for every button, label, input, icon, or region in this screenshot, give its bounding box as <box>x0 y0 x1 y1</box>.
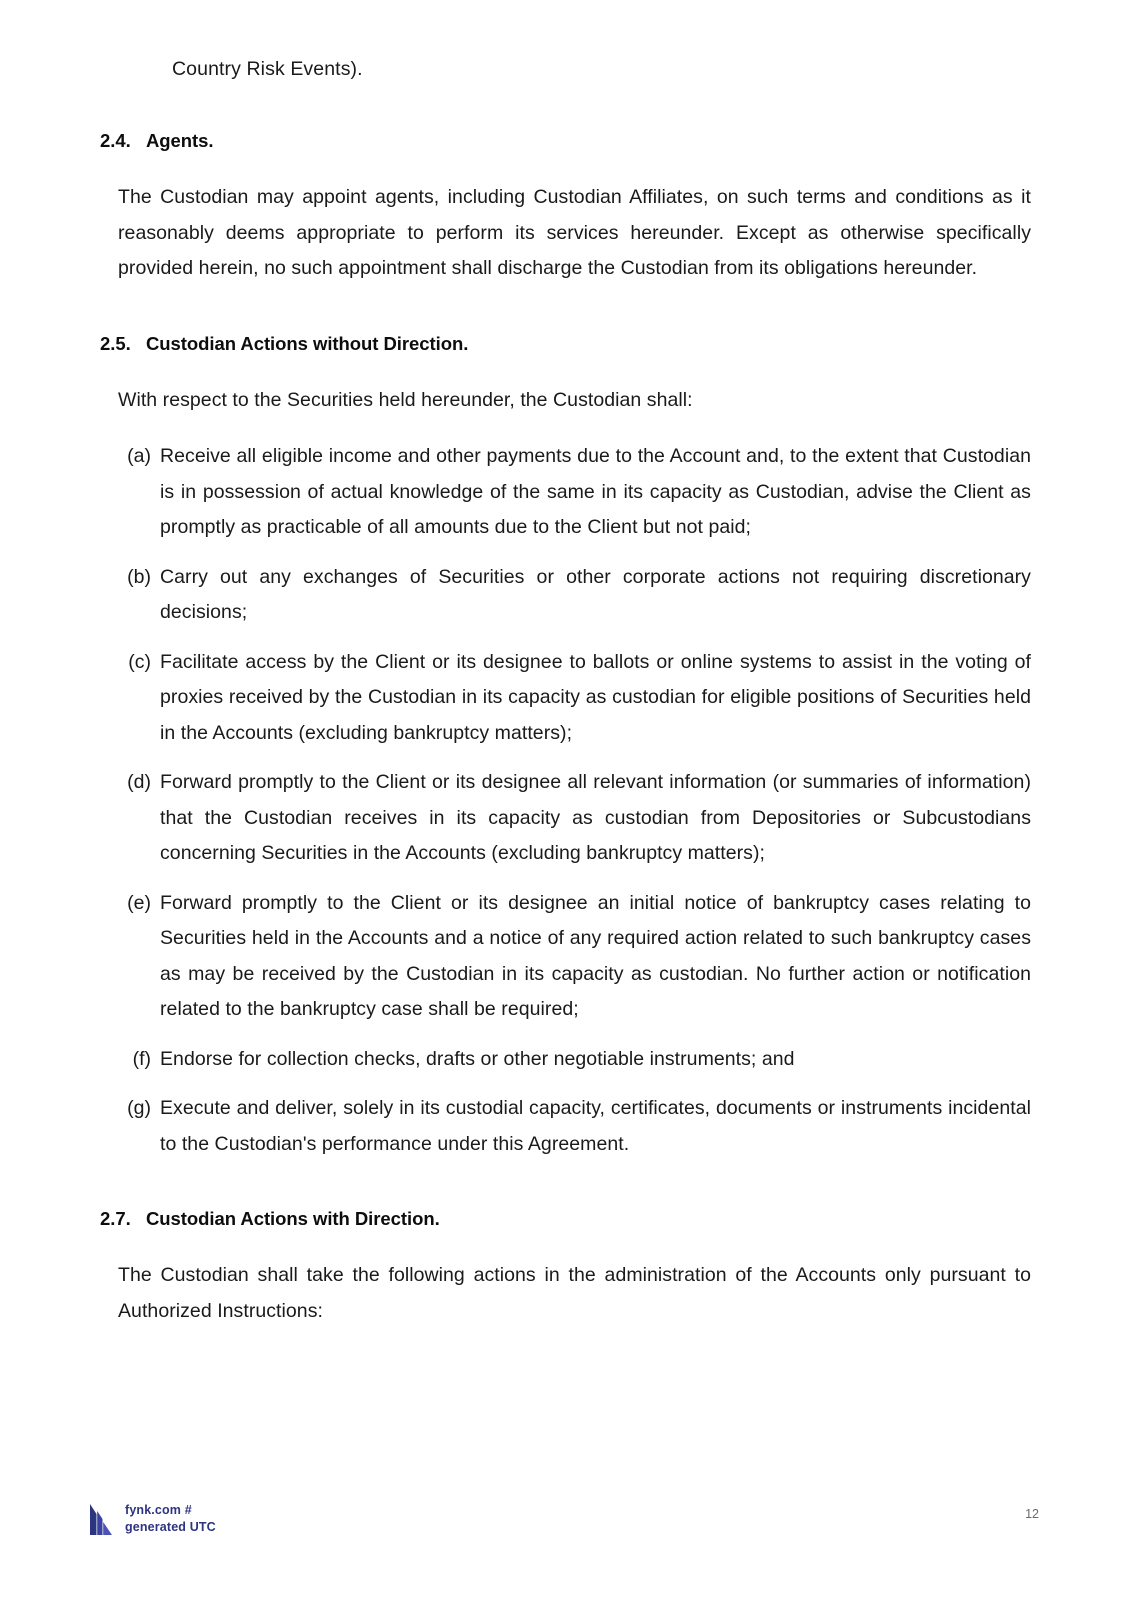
section-heading-2-4 <box>100 128 1039 154</box>
list-item-text: Endorse for collection checks, drafts or other negotiable instruments; and <box>160 1047 795 1070</box>
section-heading-2-5 <box>100 331 1039 357</box>
spacer <box>100 418 1039 439</box>
section-title-2-7: Custodian Actions with Direction. <box>146 1208 440 1229</box>
list-item <box>118 765 1039 872</box>
list-item-marker: (c) <box>128 650 151 673</box>
section-body-2-4: The Custodian may appoint agents, including Custodian Affiliates, on such terms and conditions as it reasonably deems appropriate to perform its services hereunder. Except as otherwise specifically provided herein, no such appointment shall discharge the Custodian from its obligations hereunder. <box>118 186 1031 279</box>
spacer <box>100 357 1039 383</box>
spacer <box>100 1232 1039 1258</box>
list-item-text: Facilitate access by the Client or its designee to ballots or online systems to assist in the voting of proxies received by the Custodian in its capacity as custodian for eligible positions of Securities held in the Accounts (excluding bankruptcy matters); <box>160 650 1031 744</box>
continuation-text: Country Risk Events). <box>172 58 363 80</box>
list-item-text: Execute and deliver, solely in its custodial capacity, certificates, documents or instruments incidental to the Custodian's performance under this Agreement. <box>160 1097 1031 1155</box>
spacer <box>100 84 1039 128</box>
section-number-2-7: 2.7. <box>100 1208 131 1229</box>
footer-line-2: generated UTC <box>125 1520 216 1534</box>
list-item <box>118 645 1039 752</box>
section-lead-2-5: With respect to the Securities held hereunder, the Custodian shall: <box>118 388 693 411</box>
footer-line-1: fynk.com # <box>125 1503 192 1517</box>
list-item-text: Forward promptly to the Client or its designee all relevant information (or summaries of information) that the Custodian receives in its capacity as custodian from Depositories or Subcustodians concerning Securities in the Accounts (excluding bankruptcy matters); <box>160 771 1031 864</box>
lettered-list-2-5 <box>118 439 1039 1162</box>
spacer <box>100 154 1039 180</box>
spacer <box>118 1077 1039 1091</box>
list-item <box>118 1042 1039 1078</box>
list-item-text: Forward promptly to the Client or its designee an initial notice of bankruptcy cases relating to Securities held in the Accounts and a notice of any required action related to such bankruptcy cases as may be received by the Custodian in its capacity as custodian. No further action or notification related to the bankruptcy case shall be required; <box>160 891 1031 1020</box>
section-number-2-4: 2.4. <box>100 130 131 151</box>
section-body-2-7: The Custodian shall take the following actions in the administration of the Accounts only pursuant to Authorized Instructions: <box>118 1264 1031 1322</box>
spacer <box>100 1162 1039 1206</box>
page-footer <box>0 1480 1131 1600</box>
footer-brand-text <box>125 1502 216 1536</box>
list-item <box>118 886 1039 1028</box>
spacer <box>118 872 1039 886</box>
spacer <box>118 546 1039 560</box>
section-title-2-5: Custodian Actions without Direction. <box>146 332 469 354</box>
list-item-marker: (d) <box>127 771 151 793</box>
section-number-2-5: 2.5. <box>100 332 131 354</box>
list-item <box>118 1091 1039 1162</box>
spacer <box>100 287 1039 331</box>
spacer <box>118 751 1039 765</box>
list-item-marker: (a) <box>127 445 151 467</box>
list-item-marker: (b) <box>127 565 151 588</box>
section-heading-2-7 <box>100 1206 1039 1232</box>
page-number: 12 <box>1025 1507 1039 1521</box>
list-item-text: Receive all eligible income and other payments due to the Account and, to the extent that Custodian is in possession of actual knowledge of the same in its capacity as Custodian, advise the Client as promptly as practicable of all amounts due to the Client but not paid; <box>160 445 1031 538</box>
list-item-marker: (g) <box>127 1097 151 1119</box>
list-item-text: Carry out any exchanges of Securities or other corporate actions not requiring discretionary decisions; <box>160 565 1031 623</box>
list-item <box>118 560 1039 631</box>
footer-brand[interactable] <box>88 1480 216 1536</box>
list-item-marker: (f) <box>132 1047 151 1070</box>
spacer <box>118 1028 1039 1042</box>
spacer <box>118 631 1039 645</box>
section-title-2-4: Agents. <box>146 130 214 151</box>
list-item-marker: (e) <box>127 891 151 914</box>
fynk-logo-icon <box>88 1502 114 1536</box>
list-item <box>118 439 1039 546</box>
